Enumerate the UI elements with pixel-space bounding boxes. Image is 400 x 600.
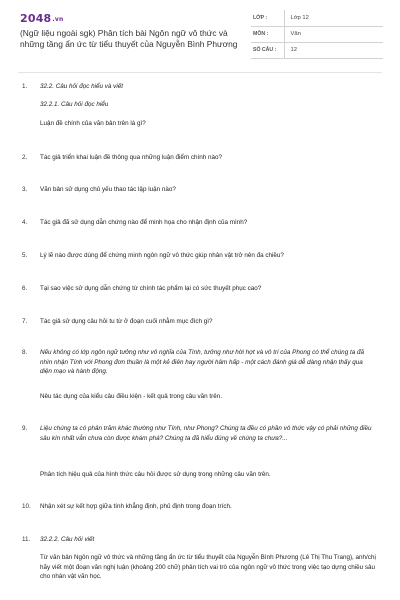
question-text: Tại sao việc sử dụng dẫn chứng từ chính tác phẩm lại có sức thuyết phục cao? [40,285,262,292]
question-number: 11. [22,536,31,543]
question-number: 10. [22,503,31,510]
question-text: Tác giả đã sử dụng dẫn chứng nào để minh họa cho nhận định của mình? [40,219,248,226]
meta-value-subject: Văn [290,31,301,37]
question-number: 6. [22,285,28,292]
meta-value-class: Lớp 12 [290,14,309,21]
question-text: Văn bản sử dụng chủ yếu thao tác lập luận nào? [40,186,176,193]
question-text: Luận đề chính của văn bản trên là gì? [40,120,146,127]
section-heading: 32.2. Câu hỏi đọc hiểu và viết [40,83,123,90]
question-text: Tác giả sử dụng câu hỏi tu từ ở đoạn cuối nhằm mục đích gì? [40,318,213,325]
meta-label-subject: MÔN : [253,31,269,37]
question-text: Nhận xét sự kết hợp giữa tính khẳng định, phủ định trong đoạn trích. [40,503,232,510]
logo-text: 2048 [20,12,52,25]
logo-tld: .vn [52,15,64,23]
section-heading: 32.2.2. Câu hỏi viết [40,536,95,543]
quoted-passage: Nếu không có lớp ngôn ngữ tưởng như vô nghĩa của Tính, tưởng như hời hợt và vô tri của Phong có thể chúng ta đã nhìn nhận Tính với Phong đơn thuần là một kẻ điên hay người hâm hấp - một cách đánh giá dễ dàng nhận thấy qua diện mạo và hành động. [40,349,364,376]
subsection-heading: 32.2.1. Câu hỏi đọc hiểu [40,101,109,108]
meta-label-question-count: SỐ CÂU : [253,47,277,53]
meta-label-class: LỚP : [253,14,268,21]
question-text: Lý lẽ nào được dùng để chứng minh ngôn ngữ vô thức giúp nhân vật trở nên đa chiều? [40,252,284,259]
question-number: 1. [22,83,28,90]
question-number: 7. [22,318,28,325]
question-text: Nêu tác dụng của kiểu câu điều kiện - kết quả trong câu văn trên. [40,393,223,400]
quoted-passage: Liệu chúng ta có phân trăm khác thường như Tính, như Phong? Chúng ta đều có phần vô thức vậy có phải những điều sâu kín nhất vẫn chưa còn được khám phá? Chúng ta đã hiểu đúng về chúng ta chưa?... [40,425,372,442]
meta-value-question-count: 12 [290,47,297,53]
question-text: Từ văn bản Ngôn ngữ vô thức và những tầng ẩn ức từ tiểu thuyết của Nguyễn Bình Phương (Lê Thị Thu Trang), anh/chị hãy viết một đoạn văn nghị luận (khoảng 200 chữ) phân tích vai trò của ngôn ngữ vô thức trong việc tạo dựng chiều sâu cho nhân vật văn học. [40,554,376,581]
question-text: Phân tích hiệu quả của hình thức câu hỏi được sử dụng trong những câu văn trên. [40,471,271,478]
question-number: 8. [22,349,28,356]
question-text: Tác giả triển khai luận đề thông qua những luận điểm chính nào? [40,154,223,161]
document-title: (Ngữ liệu ngoài sgk) Phân tích bài Ngôn ngữ vô thức và những tầng ẩn ức từ tiểu thuyết của Nguyễn Bình Phương [20,28,238,49]
question-number: 9. [22,425,28,432]
question-number: 3. [22,186,28,193]
question-number: 5. [22,252,28,259]
question-number: 2. [22,154,28,161]
question-number: 4. [22,219,28,226]
